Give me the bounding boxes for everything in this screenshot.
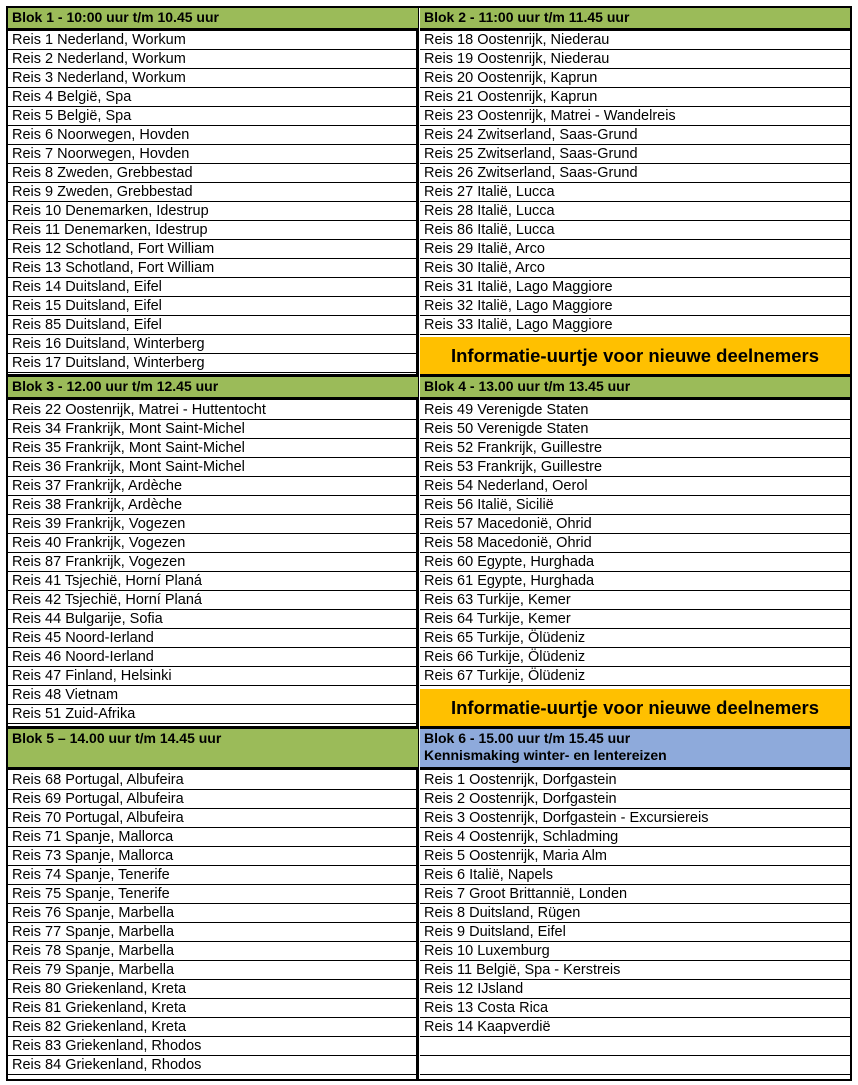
trip-row: Reis 7 Noorwegen, Hovden	[8, 145, 418, 164]
block-6-title: Blok 6 - 15.00 uur t/m 15.45 uur	[424, 730, 631, 746]
trip-row: Reis 9 Duitsland, Eifel	[420, 923, 850, 942]
trip-row: Reis 25 Zwitserland, Saas-Grund	[420, 145, 850, 164]
trip-row: Reis 36 Frankrijk, Mont Saint-Michel	[8, 458, 418, 477]
trip-row: Reis 8 Zweden, Grebbestad	[8, 164, 418, 183]
trip-row	[420, 1056, 850, 1075]
trip-row: Reis 2 Oostenrijk, Dorfgastein	[420, 790, 850, 809]
block-4-rows	[420, 401, 850, 686]
trip-row: Reis 54 Nederland, Oerol	[420, 477, 850, 496]
trip-row: Reis 76 Spanje, Marbella	[8, 904, 418, 923]
trip-row: Reis 2 Nederland, Workum	[8, 50, 418, 69]
trip-row: Reis 11 Denemarken, Idestrup	[8, 221, 418, 240]
trip-row: Reis 29 Italië, Arco	[420, 240, 850, 259]
info-banner-new-participants: Informatie-uurtje voor nieuwe deelnemers	[420, 337, 850, 374]
trip-row	[420, 1037, 850, 1056]
trip-row: Reis 60 Egypte, Hurghada	[420, 553, 850, 572]
trip-row: Reis 70 Portugal, Albufeira	[8, 809, 418, 828]
trip-row: Reis 10 Denemarken, Idestrup	[8, 202, 418, 221]
trip-row: Reis 13 Schotland, Fort William	[8, 259, 418, 278]
trip-row: Reis 57 Macedonië, Ohrid	[420, 515, 850, 534]
trip-row: Reis 31 Italië, Lago Maggiore	[420, 278, 850, 297]
right-column	[420, 8, 850, 1079]
block-1-rows	[8, 31, 418, 373]
trip-row: Reis 82 Griekenland, Kreta	[8, 1018, 418, 1037]
trip-row: Reis 78 Spanje, Marbella	[8, 942, 418, 961]
block-3-rows	[8, 401, 418, 724]
trip-row: Reis 50 Verenigde Staten	[420, 420, 850, 439]
trip-row: Reis 1 Oostenrijk, Dorfgastein	[420, 771, 850, 790]
trip-row: Reis 37 Frankrijk, Ardèche	[8, 477, 418, 496]
block-5-header: Blok 5 – 14.00 uur t/m 14.45 uur	[8, 729, 418, 767]
trip-row: Reis 65 Turkije, Ölüdeniz	[420, 629, 850, 648]
trip-row: Reis 56 Italië, Sicilië	[420, 496, 850, 515]
trip-row: Reis 49 Verenigde Staten	[420, 401, 850, 420]
trip-row: Reis 75 Spanje, Tenerife	[8, 885, 418, 904]
trip-row: Reis 67 Turkije, Ölüdeniz	[420, 667, 850, 686]
trip-row: Reis 73 Spanje, Mallorca	[8, 847, 418, 866]
trip-row: Reis 34 Frankrijk, Mont Saint-Michel	[8, 420, 418, 439]
trip-row: Reis 18 Oostenrijk, Niederau	[420, 31, 850, 50]
trip-row: Reis 61 Egypte, Hurghada	[420, 572, 850, 591]
trip-row: Reis 4 België, Spa	[8, 88, 418, 107]
trip-row: Reis 12 Schotland, Fort William	[8, 240, 418, 259]
schedule-table	[6, 6, 852, 1081]
trip-row: Reis 15 Duitsland, Eifel	[8, 297, 418, 316]
trip-row: Reis 46 Noord-Ierland	[8, 648, 418, 667]
trip-row: Reis 17 Duitsland, Winterberg	[8, 354, 418, 373]
trip-row: Reis 44 Bulgarije, Sofia	[8, 610, 418, 629]
trip-row: Reis 27 Italië, Lucca	[420, 183, 850, 202]
trip-row: Reis 20 Oostenrijk, Kaprun	[420, 69, 850, 88]
trip-row: Reis 69 Portugal, Albufeira	[8, 790, 418, 809]
trip-row: Reis 77 Spanje, Marbella	[8, 923, 418, 942]
trip-row: Reis 83 Griekenland, Rhodos	[8, 1037, 418, 1056]
trip-row: Reis 16 Duitsland, Winterberg	[8, 335, 418, 354]
trip-row: Reis 6 Noorwegen, Hovden	[8, 126, 418, 145]
info-banner-new-participants: Informatie-uurtje voor nieuwe deelnemers	[420, 689, 850, 726]
trip-row: Reis 71 Spanje, Mallorca	[8, 828, 418, 847]
trip-row: Reis 5 België, Spa	[8, 107, 418, 126]
trip-row: Reis 3 Oostenrijk, Dorfgastein - Excursiereis	[420, 809, 850, 828]
trip-row: Reis 86 Italië, Lucca	[420, 221, 850, 240]
trip-row: Reis 53 Frankrijk, Guillestre	[420, 458, 850, 477]
trip-row: Reis 39 Frankrijk, Vogezen	[8, 515, 418, 534]
trip-row: Reis 13 Costa Rica	[420, 999, 850, 1018]
divider	[8, 767, 418, 770]
trip-row: Reis 4 Oostenrijk, Schladming	[420, 828, 850, 847]
trip-row: Reis 47 Finland, Helsinki	[8, 667, 418, 686]
trip-row: Reis 85 Duitsland, Eifel	[8, 316, 418, 335]
divider	[420, 767, 850, 770]
trip-row: Reis 80 Griekenland, Kreta	[8, 980, 418, 999]
block-2-header: Blok 2 - 11:00 uur t/m 11.45 uur	[420, 8, 850, 28]
trip-row: Reis 19 Oostenrijk, Niederau	[420, 50, 850, 69]
trip-row: Reis 63 Turkije, Kemer	[420, 591, 850, 610]
trip-row: Reis 22 Oostenrijk, Matrei - Huttentocht	[8, 401, 418, 420]
trip-row: Reis 66 Turkije, Ölüdeniz	[420, 648, 850, 667]
trip-row: Reis 40 Frankrijk, Vogezen	[8, 534, 418, 553]
block-3-header: Blok 3 - 12.00 uur t/m 12.45 uur	[8, 377, 418, 397]
trip-row: Reis 14 Kaapverdië	[420, 1018, 850, 1037]
trip-row: Reis 41 Tsjechië, Horní Planá	[8, 572, 418, 591]
trip-row: Reis 84 Griekenland, Rhodos	[8, 1056, 418, 1075]
trip-row: Reis 48 Vietnam	[8, 686, 418, 705]
block-6-rows	[420, 771, 850, 1075]
trip-row: Reis 30 Italië, Arco	[420, 259, 850, 278]
divider	[8, 397, 418, 400]
block-5-rows	[8, 771, 418, 1075]
trip-row: Reis 87 Frankrijk, Vogezen	[8, 553, 418, 572]
trip-row: Reis 51 Zuid-Afrika	[8, 705, 418, 724]
block-2-rows	[420, 31, 850, 335]
trip-row: Reis 81 Griekenland, Kreta	[8, 999, 418, 1018]
divider	[420, 397, 850, 400]
trip-row: Reis 14 Duitsland, Eifel	[8, 278, 418, 297]
trip-row: Reis 79 Spanje, Marbella	[8, 961, 418, 980]
block-6-header	[420, 729, 850, 767]
trip-row: Reis 11 België, Spa - Kerstreis	[420, 961, 850, 980]
trip-row: Reis 28 Italië, Lucca	[420, 202, 850, 221]
trip-row: Reis 6 Italië, Napels	[420, 866, 850, 885]
trip-row: Reis 38 Frankrijk, Ardèche	[8, 496, 418, 515]
trip-row: Reis 5 Oostenrijk, Maria Alm	[420, 847, 850, 866]
trip-row: Reis 26 Zwitserland, Saas-Grund	[420, 164, 850, 183]
trip-row: Reis 35 Frankrijk, Mont Saint-Michel	[8, 439, 418, 458]
trip-row: Reis 21 Oostenrijk, Kaprun	[420, 88, 850, 107]
trip-row: Reis 58 Macedonië, Ohrid	[420, 534, 850, 553]
trip-row: Reis 24 Zwitserland, Saas-Grund	[420, 126, 850, 145]
trip-row: Reis 33 Italië, Lago Maggiore	[420, 316, 850, 335]
trip-row: Reis 8 Duitsland, Rügen	[420, 904, 850, 923]
trip-row: Reis 10 Luxemburg	[420, 942, 850, 961]
block-1-header: Blok 1 - 10:00 uur t/m 10.45 uur	[8, 8, 418, 28]
trip-row: Reis 3 Nederland, Workum	[8, 69, 418, 88]
trip-row: Reis 12 IJsland	[420, 980, 850, 999]
trip-row: Reis 45 Noord-Ierland	[8, 629, 418, 648]
block-4-header: Blok 4 - 13.00 uur t/m 13.45 uur	[420, 377, 850, 397]
trip-row: Reis 68 Portugal, Albufeira	[8, 771, 418, 790]
trip-row: Reis 7 Groot Brittannië, Londen	[420, 885, 850, 904]
left-column	[8, 8, 418, 1079]
trip-row: Reis 42 Tsjechië, Horní Planá	[8, 591, 418, 610]
trip-row: Reis 52 Frankrijk, Guillestre	[420, 439, 850, 458]
trip-row: Reis 9 Zweden, Grebbestad	[8, 183, 418, 202]
trip-row: Reis 32 Italië, Lago Maggiore	[420, 297, 850, 316]
trip-row: Reis 23 Oostenrijk, Matrei - Wandelreis	[420, 107, 850, 126]
trip-row: Reis 1 Nederland, Workum	[8, 31, 418, 50]
trip-row: Reis 74 Spanje, Tenerife	[8, 866, 418, 885]
trip-row: Reis 64 Turkije, Kemer	[420, 610, 850, 629]
block-6-subtitle: Kennismaking winter- en lentereizen	[424, 747, 667, 763]
